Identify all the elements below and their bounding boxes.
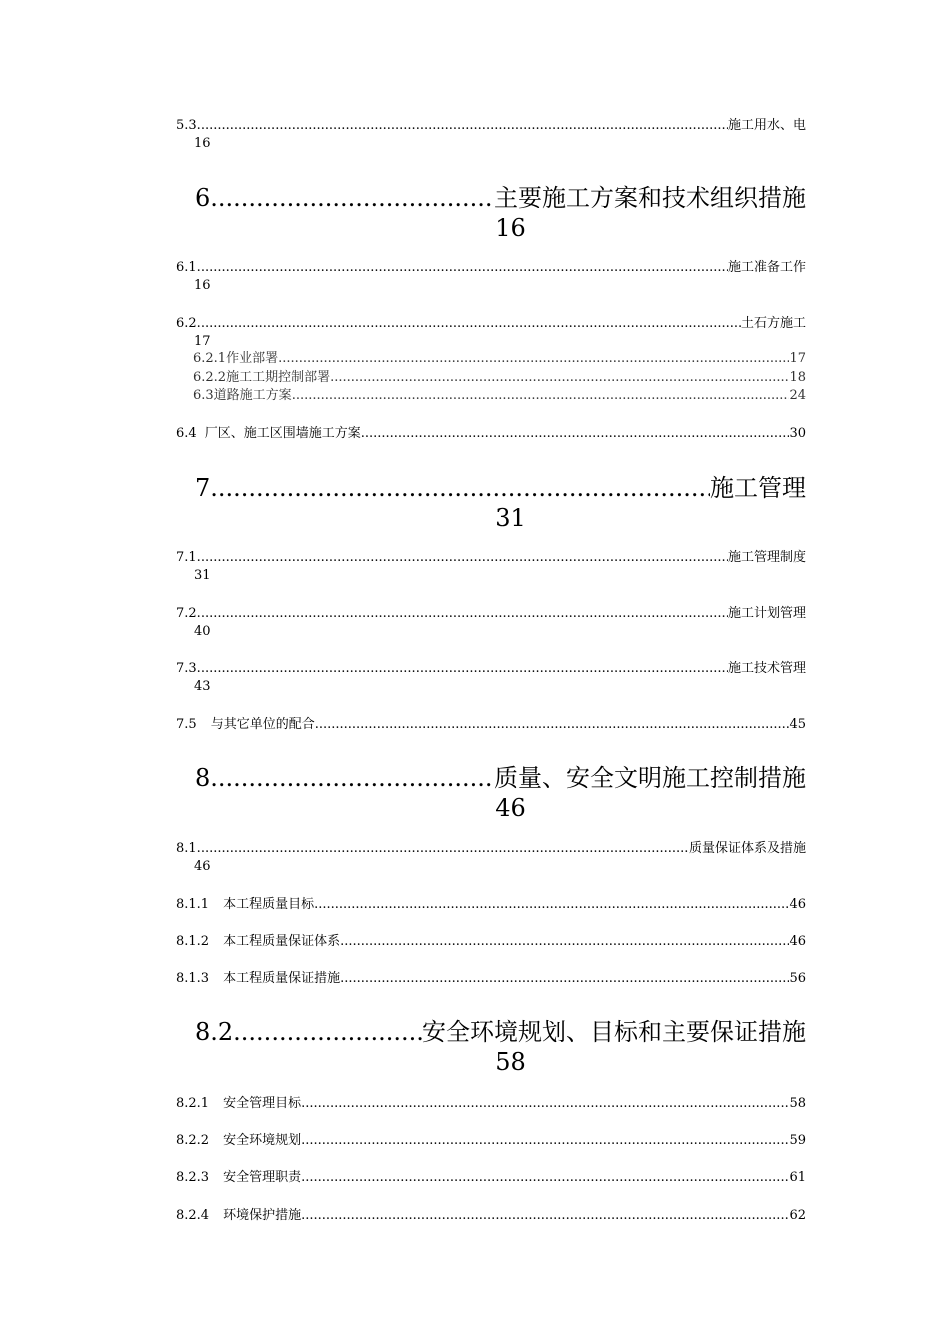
toc-page-number: 17 — [789, 351, 806, 366]
toc-chapter-6[interactable] — [195, 183, 806, 243]
toc-entry-6-3[interactable] — [193, 387, 806, 405]
toc-entry-6-2[interactable] — [176, 315, 806, 351]
toc-number: 8.1.3 — [176, 971, 210, 986]
toc-title: 施工管理 — [710, 474, 806, 502]
toc-page-number: 58 — [495, 1048, 526, 1076]
toc-page-number: 46 — [194, 859, 211, 874]
dot-leader — [201, 605, 728, 623]
toc-entry-7-3[interactable] — [176, 660, 806, 696]
toc-number: 8.2.3 — [176, 1170, 210, 1185]
toc-title: 施工准备工作 — [727, 260, 806, 275]
dot-leader — [340, 970, 789, 988]
toc-entry-8-1-1[interactable] — [176, 896, 806, 914]
toc-page-number: 31 — [495, 504, 526, 532]
toc-title: 6.3道路施工方案 — [193, 388, 292, 403]
toc-page-number: 16 — [495, 214, 526, 242]
toc-title: 质量保证体系及措施 — [688, 841, 806, 856]
toc-entry-6-2-1[interactable] — [193, 350, 806, 368]
toc-title: 6.2.1作业部署 — [193, 351, 279, 366]
dot-leader — [340, 933, 789, 951]
toc-number: 5.3. — [176, 118, 201, 133]
dot-leader — [330, 369, 789, 387]
toc-entry-7-5[interactable] — [176, 716, 806, 734]
toc-entry-8-2-1[interactable] — [176, 1095, 806, 1113]
toc-title: 本工程质量目标 — [223, 897, 315, 912]
toc-number: 8.1.1 — [176, 897, 210, 912]
toc-number: 8.2.1 — [176, 1096, 210, 1111]
toc-page-number: 18 — [789, 370, 806, 385]
dot-leader — [218, 763, 494, 793]
toc-number: 7.5 — [176, 717, 197, 732]
toc-title: 施工技术管理 — [727, 661, 806, 676]
toc-title: 厂区、施工区围墙施工方案 — [204, 426, 361, 441]
toc-page-number: 40 — [194, 624, 211, 639]
dot-leader — [241, 1017, 422, 1047]
toc-title: 安全管理目标 — [223, 1096, 302, 1111]
toc-entry-6-1[interactable] — [176, 259, 806, 295]
toc-page-number: 61 — [789, 1170, 806, 1185]
toc-page-number: 16 — [194, 278, 211, 293]
toc-page-number: 30 — [789, 426, 806, 441]
toc-number: 6.1. — [176, 260, 201, 275]
toc-page-number: 58 — [789, 1096, 806, 1111]
dot-leader — [201, 315, 741, 333]
toc-page-number: 59 — [789, 1133, 806, 1148]
dot-leader — [361, 425, 790, 443]
dot-leader — [292, 387, 790, 405]
dot-leader — [301, 1132, 789, 1150]
toc-page-number: 46 — [789, 934, 806, 949]
toc-entry-7-2[interactable] — [176, 605, 806, 641]
toc-chapter-8-2[interactable] — [195, 1017, 806, 1077]
toc-entry-6-2-2[interactable] — [193, 369, 806, 387]
dot-leader — [314, 896, 789, 914]
toc-title: 主要施工方案和技术组织措施 — [494, 184, 806, 212]
toc-page-number: 46 — [495, 794, 526, 822]
toc-number: 6.4 — [176, 426, 197, 441]
toc-entry-7-1[interactable] — [176, 549, 806, 585]
dot-leader — [201, 840, 689, 858]
toc-title: 环境保护措施 — [223, 1208, 302, 1223]
dot-leader — [218, 473, 710, 503]
dot-leader — [201, 660, 728, 678]
toc-number: 8.1. — [176, 841, 201, 856]
toc-title: 安全环境规划、目标和主要保证措施 — [422, 1018, 806, 1046]
dot-leader — [278, 350, 789, 368]
toc-entry-8-2-2[interactable] — [176, 1132, 806, 1150]
toc-title: 施工管理制度 — [727, 550, 806, 565]
dot-leader — [301, 1095, 789, 1113]
toc-number: 8.1.2 — [176, 934, 210, 949]
toc-entry-8-1-2[interactable] — [176, 933, 806, 951]
toc-title: 与其它单位的配合 — [210, 717, 315, 732]
toc-number: 7. — [195, 474, 218, 502]
toc-number: 8.2.4 — [176, 1208, 210, 1223]
toc-chapter-7[interactable] — [195, 473, 806, 533]
toc-title: 施工计划管理 — [727, 606, 806, 621]
toc-page-number: 17 — [194, 334, 211, 349]
toc-page-number: 56 — [789, 971, 806, 986]
toc-page-number: 62 — [789, 1208, 806, 1223]
toc-title: 施工用水、电 — [727, 118, 806, 133]
toc-page-number: 24 — [789, 388, 806, 403]
toc-title: 土石方施工 — [740, 316, 806, 331]
toc-entry-6-4[interactable] — [176, 425, 806, 443]
dot-leader — [201, 259, 728, 277]
toc-number: 6.2. — [176, 316, 201, 331]
toc-entry-8-1[interactable] — [176, 840, 806, 876]
dot-leader — [201, 549, 728, 567]
toc-page-number: 31 — [194, 568, 211, 583]
toc-number: 7.3. — [176, 661, 201, 676]
dot-leader — [315, 716, 790, 734]
toc-title: 本工程质量保证措施 — [223, 971, 341, 986]
toc-number: 8. — [195, 764, 218, 792]
toc-number: 8.2. — [195, 1018, 241, 1046]
toc-number: 7.1. — [176, 550, 201, 565]
toc-title: 质量、安全文明施工控制措施 — [494, 764, 806, 792]
toc-page-number: 45 — [789, 717, 806, 732]
toc-title: 安全环境规划 — [223, 1133, 302, 1148]
dot-leader — [301, 1207, 789, 1225]
toc-number: 6. — [195, 184, 218, 212]
toc-page-number: 16 — [194, 136, 211, 151]
toc-number: 8.2.2 — [176, 1133, 210, 1148]
dot-leader — [201, 117, 728, 135]
toc-number: 7.2. — [176, 606, 201, 621]
dot-leader — [301, 1169, 789, 1187]
toc-entry-8-1-3[interactable] — [176, 970, 806, 988]
toc-chapter-8[interactable] — [195, 763, 806, 823]
dot-leader — [218, 183, 494, 213]
toc-title: 本工程质量保证体系 — [223, 934, 341, 949]
toc-page-number: 43 — [194, 679, 211, 694]
toc-page-number: 46 — [789, 897, 806, 912]
toc-entry-8-2-3[interactable] — [176, 1169, 806, 1187]
toc-title: 安全管理职责 — [223, 1170, 302, 1185]
toc-entry-5-3[interactable] — [176, 117, 806, 153]
toc-title: 6.2.2施工工期控制部署 — [193, 370, 331, 385]
toc-entry-8-2-4[interactable] — [176, 1207, 806, 1225]
